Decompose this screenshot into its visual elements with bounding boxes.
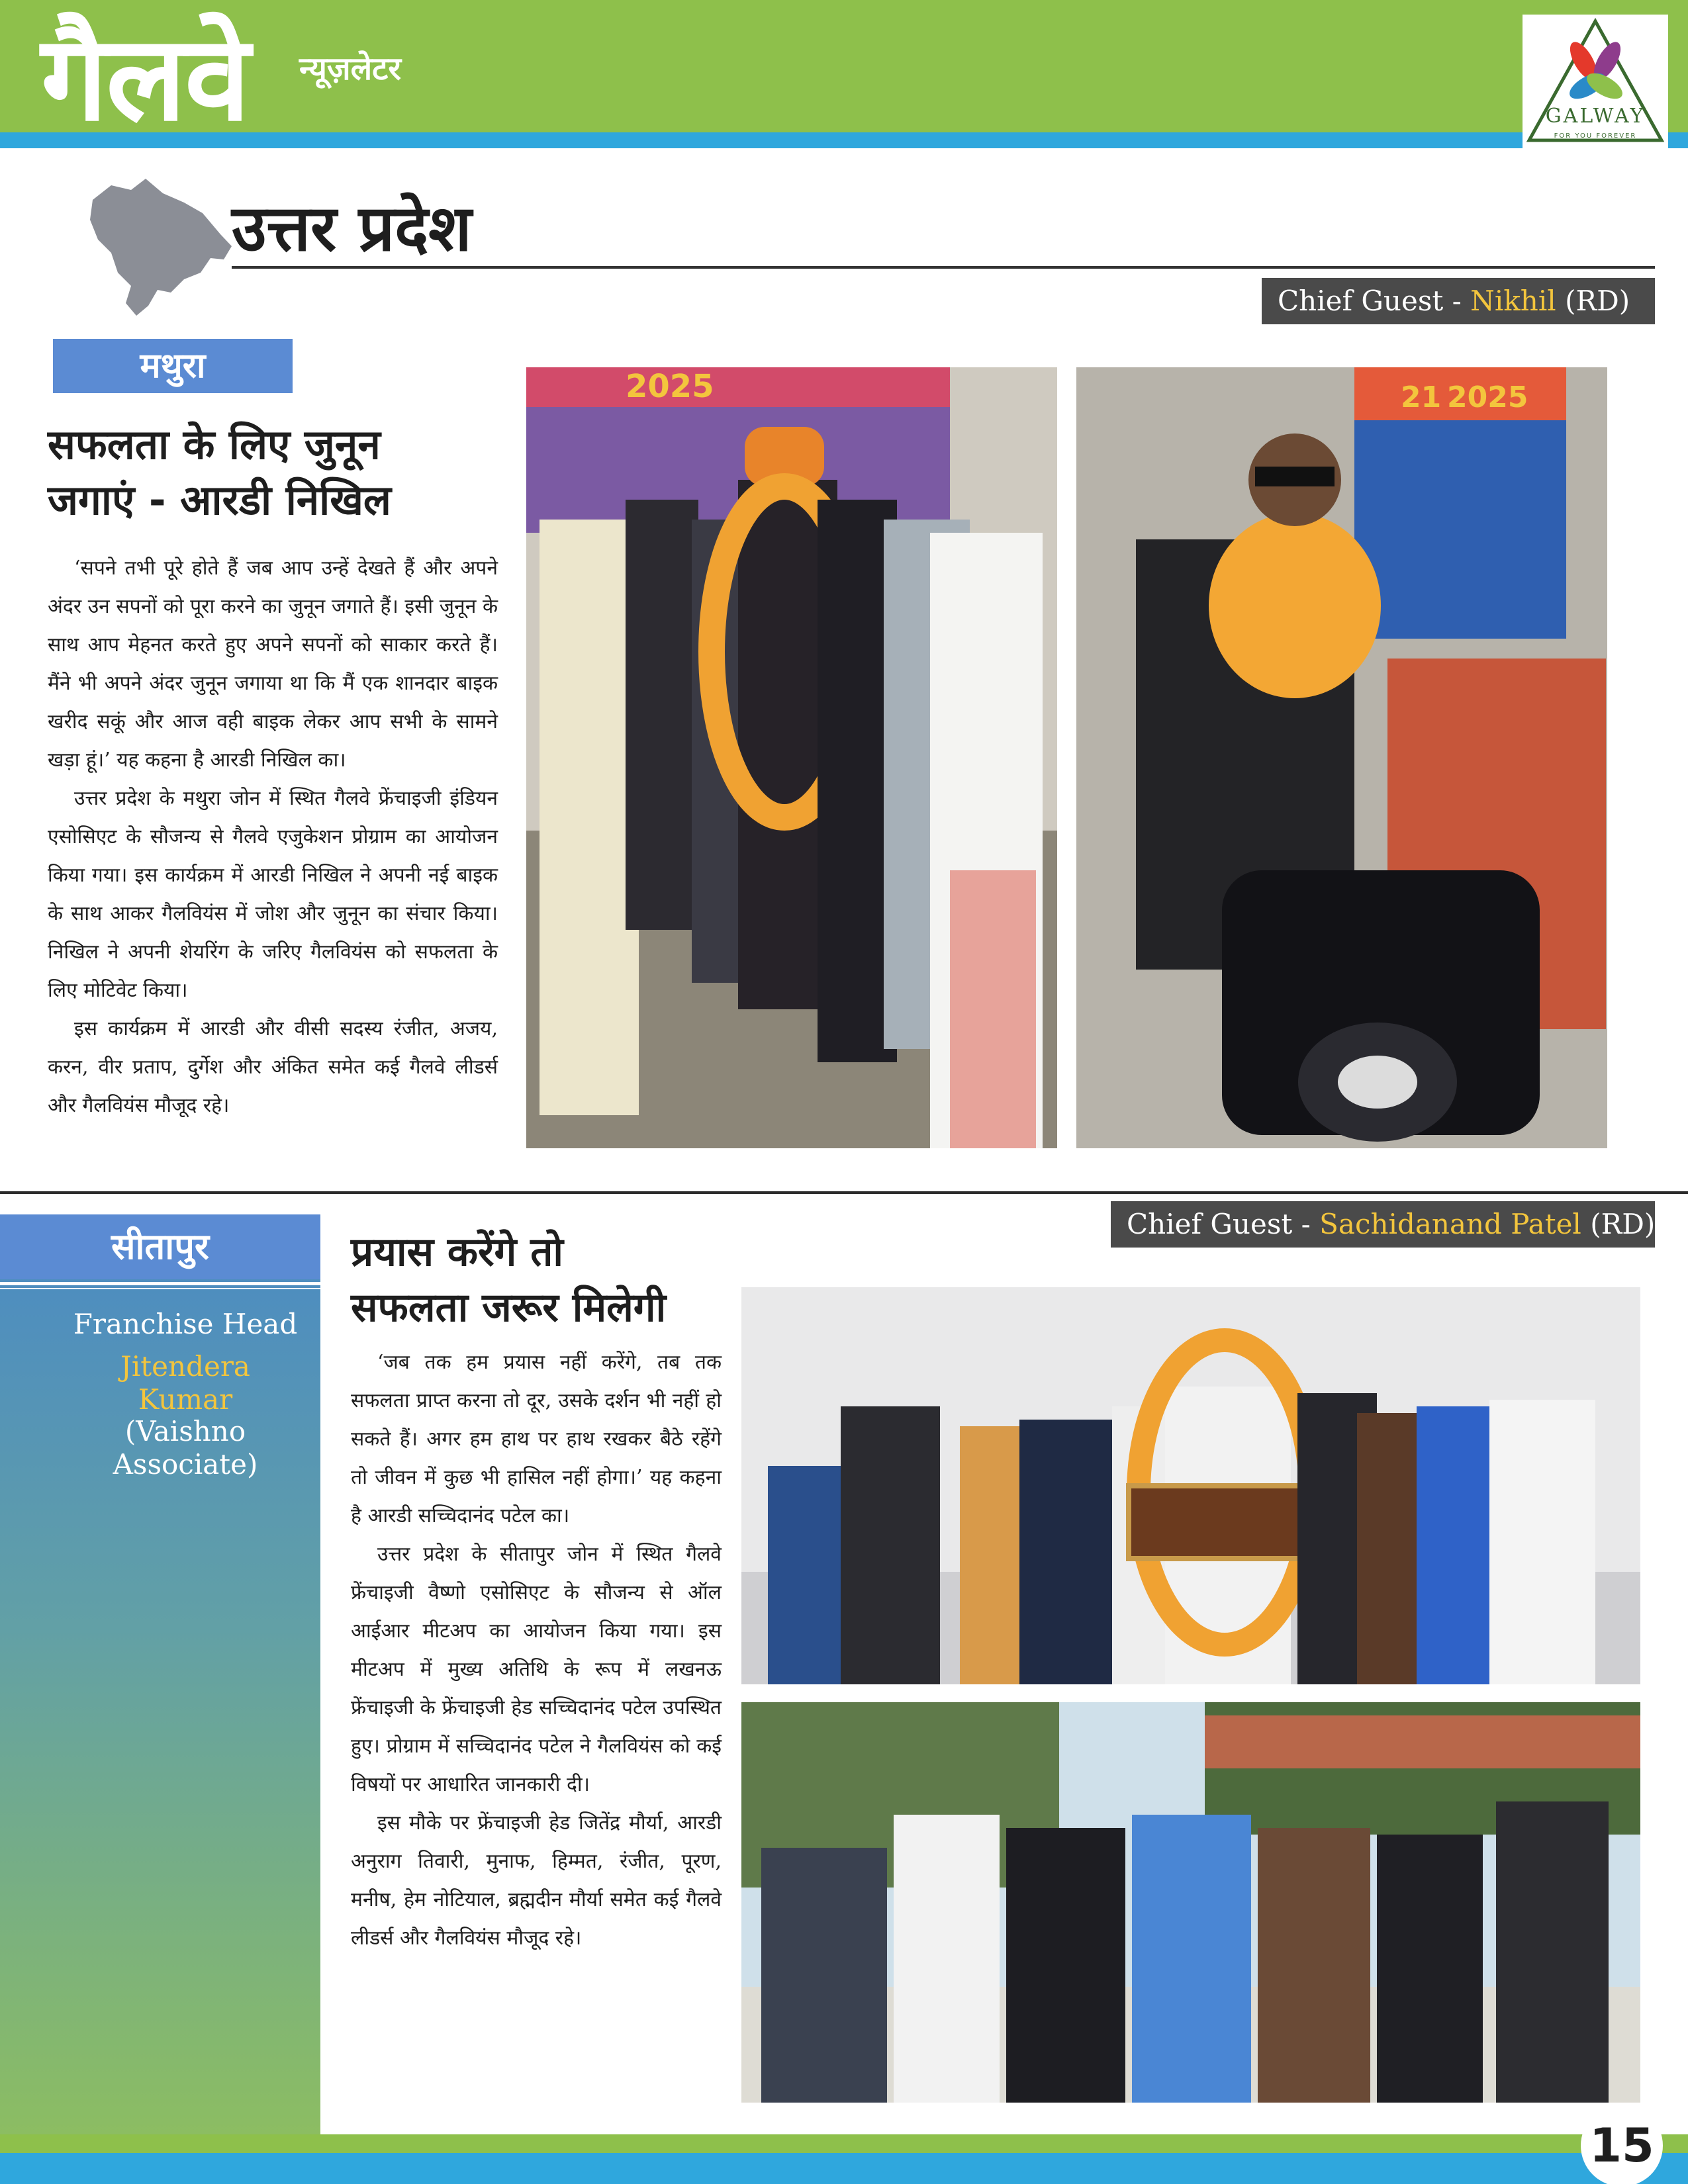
chief-guest-suffix: (RD) — [1581, 1208, 1656, 1240]
photo-rd-on-bike — [1076, 367, 1607, 1148]
banner-number: 21 — [1401, 381, 1442, 414]
article-headline-mathura — [48, 417, 511, 528]
franchise-assoc-line: (Vaishno — [124, 1415, 246, 1447]
footer-band — [0, 2134, 1688, 2153]
chief-guest-bar-mathura — [1262, 278, 1655, 324]
chief-guest-bar-sitapur — [1111, 1201, 1655, 1248]
franchise-head-label: Franchise Head — [73, 1308, 298, 1340]
chief-guest-suffix: (RD) — [1556, 285, 1630, 317]
logo-tagline: FOR YOU FOREVER — [1554, 132, 1637, 140]
newsletter-title: गैलवे — [41, 9, 249, 147]
franchise-head-name — [0, 1350, 371, 1416]
section-divider — [0, 1191, 1688, 1194]
banner-year: 2025 — [1447, 381, 1528, 414]
location-tag-mathura: मथुरा — [53, 339, 293, 393]
sidebar-rule — [0, 1288, 320, 1289]
newsletter-subtitle: न्यूज़लेटर — [299, 50, 401, 87]
photo-group-garlanding — [526, 367, 1057, 1148]
franchise-assoc-line: Associate) — [113, 1448, 258, 1480]
uttar-pradesh-map-icon — [85, 173, 237, 318]
franchise-name-line: Jitendera — [120, 1350, 250, 1383]
logo-emblem — [1523, 15, 1668, 150]
headline-line: सफलता के लिए जुनून — [48, 420, 381, 469]
chief-guest-name: Nikhil — [1470, 285, 1556, 317]
state-title: उत्तर प्रदेश — [232, 191, 472, 265]
galway-logo — [1523, 15, 1668, 150]
article-headline-sitapur — [351, 1224, 722, 1336]
sidebar-rule — [0, 1282, 320, 1285]
logo-name: GALWAY — [1545, 105, 1646, 128]
article-paragraph: इस मौके पर फ्रेंचाइजी हेड जितेंद्र मौर्या, आरडी अनुराग तिवारी, मुनाफ, हिम्मत, रंजीत, पूरण, मनीष, हेम नोटियाल, ब्रह्मदीन मौर्या समेत कई गैलवे लीडर्स और गैलवियंस मौजूद रहे। — [351, 1811, 722, 1950]
footer-stripe — [0, 2153, 1688, 2184]
article-body-sitapur — [351, 1343, 722, 1958]
page-number: 15 — [1589, 2118, 1654, 2173]
franchise-association — [0, 1415, 371, 1481]
article-paragraph: इस कार्यक्रम में आरडी और वीसी सदस्य रंजीत, अजय, करन, वीर प्रताप, दुर्गेश और अंकित समेत कई गैलवे लीडर्स और गैलवियंस मौजूद रहे। — [48, 1017, 498, 1117]
article-paragraph: उत्तर प्रदेश के मथुरा जोन में स्थित गैलवे फ्रेंचाइजी इंडियन एसोसिएट के सौजन्य से गैलवे एजुकेशन प्रोग्राम का आयोजन किया गया। इस कार्यक्रम में आरडी निखिल ने अपनी नई बाइक के साथ आकर गैलवियंस में जोश और जुनून का संचार किया। निखिल ने अपनी शेयरिंग के जरिए गैलवियंस को सफलता के लिए मोटिवेट किया। — [48, 787, 498, 1002]
headline-line: जगाएं - आरडी निखिल — [48, 476, 391, 524]
headline-line: सफलता जरूर मिलेगी — [351, 1285, 667, 1331]
photo-group-felicitation — [741, 1287, 1640, 1684]
chief-guest-prefix: Chief Guest - — [1127, 1208, 1320, 1240]
state-title-rule — [232, 266, 1655, 269]
header-stripe — [0, 132, 1688, 148]
location-tag-sitapur: सीतापुर — [0, 1214, 320, 1279]
photo-group-outdoor — [741, 1702, 1640, 2103]
article-body-mathura — [48, 549, 498, 1125]
chief-guest-prefix: Chief Guest - — [1278, 285, 1471, 317]
headline-line: प्रयास करेंगे तो — [351, 1229, 563, 1275]
banner-year: 2025 — [626, 368, 714, 405]
header-band — [0, 0, 1688, 132]
article-paragraph: ‘जब तक हम प्रयास नहीं करेंगे, तब तक सफलता प्राप्त करना तो दूर, उसके दर्शन भी नहीं हो सकते हैं। अगर हम हाथ पर हाथ रखकर बैठे रहेंगे तो जीवन में कुछ भी हासिल नहीं होगा।’ यह कहना है आरडी सच्चिदानंद पटेल का। — [351, 1351, 722, 1527]
chief-guest-name: Sachidanand Patel — [1319, 1208, 1581, 1240]
article-paragraph: उत्तर प्रदेश के सीतापुर जोन में स्थित गैलवे फ्रेंचाइजी वैष्णो एसोसिएट के सौजन्य से ऑल आईआर मीटअप का आयोजन किया गया। इस मीटअप में मुख्य अतिथि के रूप में लखनऊ फ्रेंचाइजी के फ्रेंचाइजी हेड सच्चिदानंद पटेल उपस्थित हुए। प्रोग्राम में सच्चिदानंद पटेल ने गैलवियंस को कई विषयों पर आधारित जानकारी दी। — [351, 1543, 722, 1796]
article-paragraph: ‘सपने तभी पूरे होते हैं जब आप उन्हें देखते हैं और अपने अंदर उन सपनों को पूरा करने का जुनून जगाते हैं। इसी जुनून के साथ आप मेहनत करते हुए अपने सपनों को साकार करते हैं। मैंने भी अपने अंदर जुनून जगाया था कि मैं एक शानदार बाइक खरीद सकूं और आज वही बाइक लेकर आप सभी के सामने खड़ा हूं।’ यह कहना है आरडी निखिल का। — [48, 557, 498, 772]
franchise-name-line: Kumar — [138, 1383, 233, 1416]
